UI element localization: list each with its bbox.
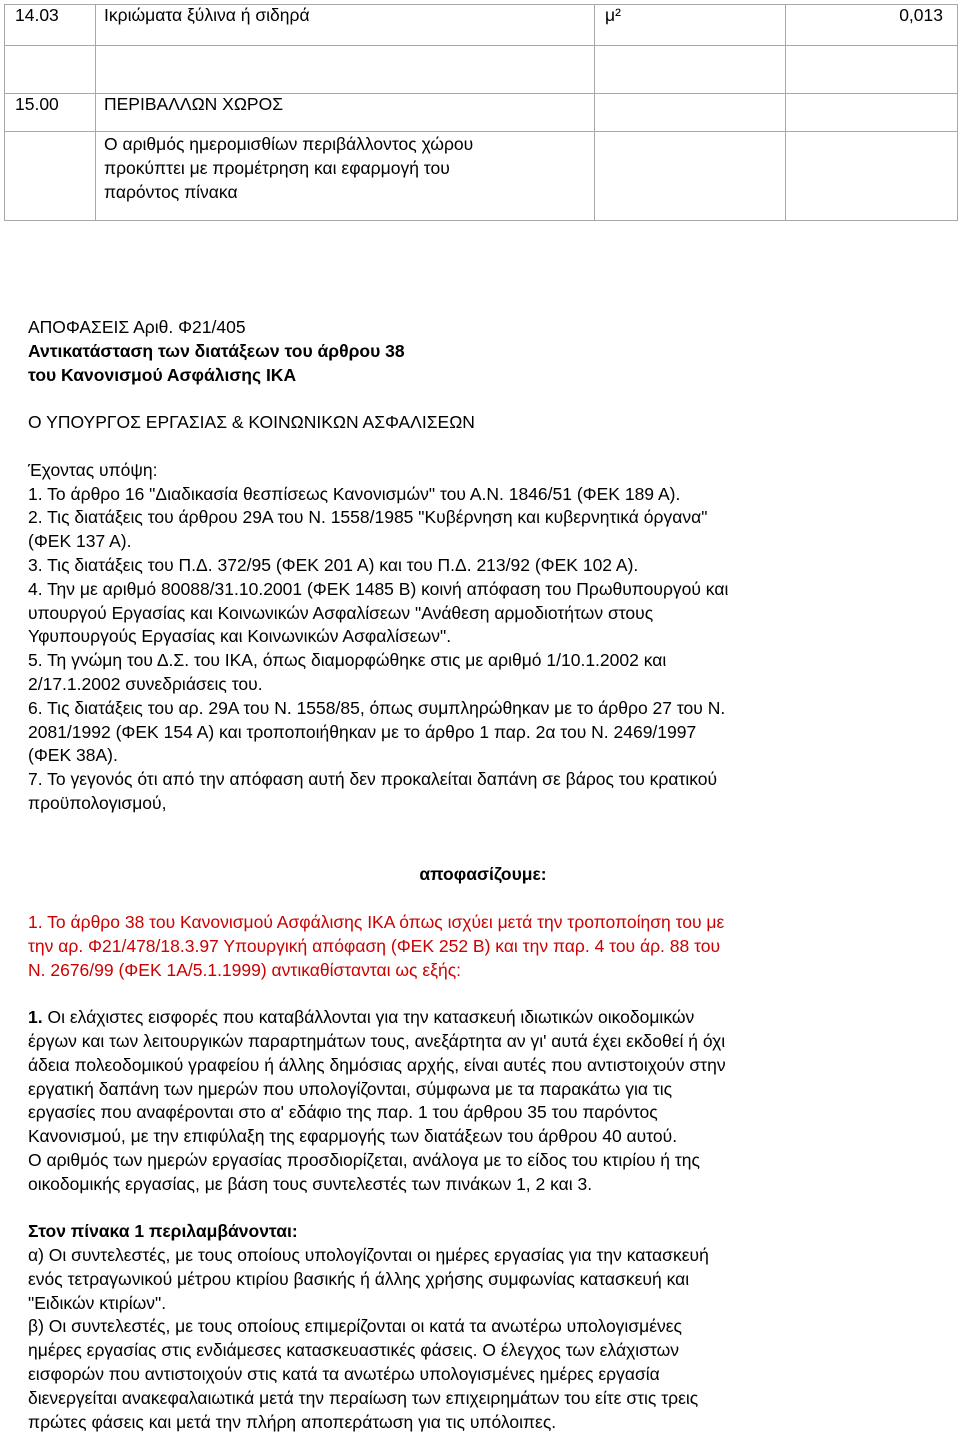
decision-document	[28, 316, 938, 1434]
minister-heading: Ο ΥΠΟΥΡΓΟΣ ΕΡΓΑΣΙΑΣ & ΚΟΙΝΩΝΙΚΩΝ ΑΣΦΑΛΙΣΕΩΝ	[28, 412, 475, 433]
item-code: 15.00	[5, 94, 96, 132]
paragraph-1-cont: Κανονισμού, με την επιφύλαξη της εφαρμογής των διατάξεων του άρθρου 40 αυτού.	[28, 1126, 678, 1147]
consideration-7: 7. Το γεγονός ότι από την απόφαση αυτή δεν προκαλείται δαπάνη σε βάρος του κρατικού	[28, 769, 718, 790]
consideration-7-cont: προϋπολογισμού,	[28, 792, 167, 813]
item-a-cont: ενός τετραγωνικού μέτρου κτιρίου βασικής ή άλλης χρήσης συμφωνίας κατασκευή και	[28, 1268, 690, 1289]
consideration-4-cont: Υφυπουργούς Εργασίας και Κοινωνικών Ασφαλίσεων".	[28, 626, 452, 647]
item-a-cont: "Ειδικών κτιρίων".	[28, 1292, 167, 1313]
article-replacement-cont: την αρ. Φ21/478/18.3.97 Υπουργική απόφαση (ΦΕΚ 252 Β) και την παρ. 4 του άρ. 88 του	[28, 935, 721, 956]
consideration-6-cont: (ΦΕΚ 38Α).	[28, 745, 118, 766]
paragraph-1: 1. Οι ελάχιστες εισφορές που καταβάλλονται για την κατασκευή ιδιωτικών οικοδομικών	[28, 1007, 695, 1028]
table-row	[5, 132, 958, 221]
item-b-cont: εισφορών που αντιστοιχούν στις κατά τα ανωτέρω υπολογισμένες ημέρες εργασία	[28, 1364, 660, 1385]
article-replacement: 1. Το άρθρο 38 του Κανονισμού Ασφάλισης ΙΚΑ όπως ισχύει μετά την τροποποίηση του με	[28, 911, 725, 932]
table-row	[5, 5, 958, 46]
item-b: β) Οι συντελεστές, με τους οποίους επιμερίζονται οι κατά τα ανωτέρω υπολογισμένες	[28, 1316, 682, 1337]
item-note	[96, 132, 595, 221]
item-a: α) Οι συντελεστές, με τους οποίους υπολογίζονται οι ημέρες εργασίας για την κατασκευή	[28, 1245, 709, 1266]
item-value: 0,013	[786, 5, 958, 46]
item-description: ΠΕΡΙΒΑΛΛΩΝ ΧΩΡΟΣ	[96, 94, 595, 132]
paragraph-1-cont: εργασίες που αναφέρονται στο α' εδάφιο της παρ. 1 του άρθρου 35 του παρόντος	[28, 1102, 658, 1123]
item-b-cont: διενεργείται ανακεφαλαιωτικά μετά την περαίωση των επιχειρημάτων του είτε στις τρεις	[28, 1387, 699, 1408]
consideration-6-cont: 2081/1992 (ΦΕΚ 154 Α) και τροποποιήθηκαν με το άρθρο 1 παρ. 2α του Ν. 2469/1997	[28, 721, 697, 742]
having-regard: Έχοντας υπόψη:	[28, 459, 158, 480]
consideration-4: 4. Την με αριθμό 80088/31.10.2001 (ΦΕΚ 1485 Β) κοινή απόφαση του Πρωθυπουργού και	[28, 578, 729, 599]
consideration-5: 5. Τη γνώμη του Δ.Σ. του ΙΚΑ, όπως διαμορφώθηκε στις με αριθμό 1/10.1.2002 και	[28, 650, 667, 671]
item-b-cont: πρώτες φάσεις και μετά την πλήρη αποπεράτωση για τις υπόλοιπες.	[28, 1411, 557, 1432]
paragraph-1-cont: οικοδομικής εργασίας, με βάση τους συντελεστές των πινάκων 1, 2 και 3.	[28, 1173, 593, 1194]
note-line: παρόντος πίνακα	[104, 182, 238, 202]
paragraph-1-cont: έργων και των λειτουργικών παραρτημάτων τους, ανεξάρτητα αν γι' αυτά έχει εκδοθεί ή όχι	[28, 1030, 726, 1051]
item-b-cont: ημέρες εργασίας στις ενδιάμεσες κατασκευαστικές φάσεις. Ο έλεγχος των ελάχιστων	[28, 1340, 680, 1361]
consideration-4-cont: υπουργού Εργασίας και Κοινωνικών Ασφαλίσεων "Ανάθεση αρμοδιοτήτων στους	[28, 602, 654, 623]
decision-number: ΑΠΟΦΑΣΕΙΣ Αριθ. Φ21/405	[28, 317, 246, 337]
decision-title: Αντικατάσταση των διατάξεων του άρθρου 38	[28, 340, 405, 361]
consideration-1: 1. Το άρθρο 16 "Διαδικασία θεσπίσεως Κανονισμών" του Α.Ν. 1846/51 (ΦΕΚ 189 Α).	[28, 483, 681, 504]
consideration-6: 6. Τις διατάξεις του αρ. 29Α του Ν. 1558/85, όπως συμπληρώθηκαν με το άρθρο 27 του Ν.	[28, 697, 726, 718]
paragraph-1-cont: εργατική δαπάνη των ημερών που υπολογίζονται, σύμφωνα με τα παρακάτω για τις	[28, 1078, 673, 1099]
table-row	[5, 46, 958, 94]
table-1-heading: Στον πίνακα 1 περιλαμβάνονται:	[28, 1221, 298, 1242]
item-unit: μ²	[595, 5, 786, 46]
measurement-table	[4, 4, 958, 221]
consideration-2-cont: (ΦΕΚ 137 Α).	[28, 531, 132, 552]
consideration-3: 3. Τις διατάξεις του Π.Δ. 372/95 (ΦΕΚ 201 Α) και του Π.Δ. 213/92 (ΦΕΚ 102 Α).	[28, 554, 639, 575]
item-code: 14.03	[5, 5, 96, 46]
consideration-2: 2. Τις διατάξεις του άρθρου 29Α του Ν. 1558/1985 "Κυβέρνηση και κυβερνητικά όργανα"	[28, 507, 708, 528]
decision-title-cont: του Κανονισμού Ασφάλισης ΙΚΑ	[28, 364, 297, 385]
paragraph-1-cont: άδεια πολεοδομικού γραφείου ή άλλης δημόσιας αρχής, είναι αυτές που αντιστοιχούν στην	[28, 1054, 726, 1075]
paragraph-1-cont: Ο αριθμός των ημερών εργασίας προσδιορίζεται, ανάλογα με το είδος του κτιρίου ή της	[28, 1149, 700, 1170]
note-line: Ο αριθμός ημερομισθίων περιβάλλοντος χώρου	[104, 134, 474, 154]
item-description: Ικριώματα ξύλινα ή σιδηρά	[96, 5, 595, 46]
paragraph-number: 1.	[28, 1007, 43, 1028]
article-replacement-cont: Ν. 2676/99 (ΦΕΚ 1Α/5.1.1999) αντικαθίστανται ως εξής:	[28, 959, 461, 980]
table-row	[5, 94, 958, 132]
note-line: προκύπτει με προμέτρηση και εφαρμογή του	[104, 158, 450, 178]
consideration-5-cont: 2/17.1.2002 συνεδριάσεις του.	[28, 673, 263, 694]
decision-verb: αποφασίζουμε:	[419, 864, 547, 885]
